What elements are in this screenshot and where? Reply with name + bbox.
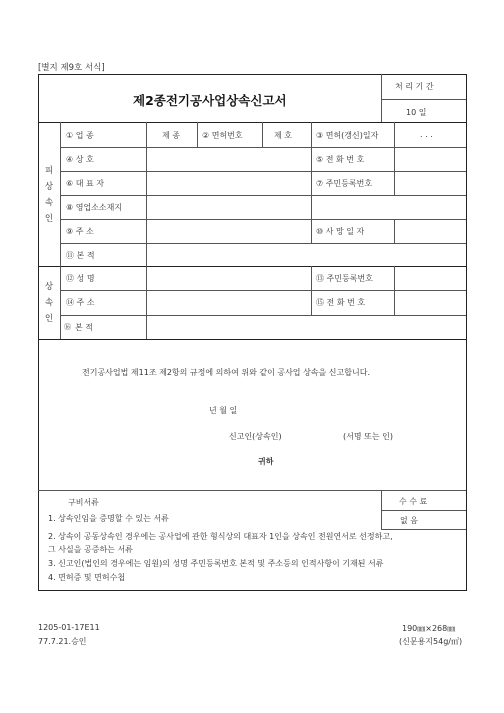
license-no-label: ② 면허번호 bbox=[202, 131, 243, 140]
heir-domicile-mark: ⑯ bbox=[64, 323, 71, 331]
representative-label: ⑥ 대 표 자 bbox=[66, 179, 104, 188]
side-char: 속 bbox=[44, 298, 54, 308]
document-item: 3. 신고인(법인의 경우에는 임원)의 성명 주민등록번호 본적 및 주소등의 인적사항이 기재된 서류 bbox=[48, 559, 384, 568]
document-item: 그 사실을 공증하는 서류 bbox=[48, 545, 133, 554]
documents-top-line bbox=[38, 490, 466, 491]
document-item: 4. 면허증 및 면허수첩 bbox=[48, 573, 126, 582]
document-item: 2. 상속이 공동상속인 경우에는 공사업에 관한 형식상의 대표자 1인을 상속인 전원연서로 선정하고, bbox=[48, 532, 393, 541]
company-name-label: ④ 상 호 bbox=[66, 155, 94, 164]
fee-value: 없 음 bbox=[400, 516, 418, 525]
cell-divider bbox=[311, 122, 312, 243]
document-item: 1. 상속인임을 증명할 수 있는 서류 bbox=[48, 514, 169, 523]
cell-divider bbox=[197, 122, 198, 147]
paper-size: 190㎜×268㎜ bbox=[402, 624, 456, 633]
side-char: 상 bbox=[44, 282, 54, 292]
heir-side-label bbox=[43, 281, 55, 325]
fee-bottom-line bbox=[381, 529, 466, 530]
border-left bbox=[38, 74, 39, 590]
form-code: 1205-01-17E11 bbox=[38, 623, 100, 632]
fee-mid-line bbox=[381, 510, 466, 511]
processing-mid-line bbox=[381, 99, 466, 100]
heir-resident-no-label: ⑬ 주민등록번호 bbox=[316, 274, 373, 283]
section-bottom-line bbox=[38, 339, 466, 340]
declaration-statement: 전기공사업법 제11조 제2항의 규정에 의하여 위와 같이 공사업 상속을 신고합니다. bbox=[82, 368, 370, 377]
border-bottom bbox=[38, 590, 466, 591]
side-char: 인 bbox=[44, 314, 54, 324]
decedent-resident-no-label: ⑦ 주민등록번호 bbox=[316, 179, 373, 188]
cell-divider bbox=[394, 122, 395, 195]
heir-domicile-label: 본 적 bbox=[75, 323, 93, 332]
label-column-divider bbox=[146, 122, 147, 339]
row-line bbox=[60, 315, 466, 316]
heir-phone-label: ⑮ 전 화 번 호 bbox=[316, 298, 366, 307]
side-char: 속 bbox=[44, 198, 54, 208]
business-type-label: ① 업 종 bbox=[66, 131, 94, 140]
cell-divider bbox=[262, 122, 263, 147]
processing-value: 10 일 bbox=[406, 108, 427, 117]
cell-divider bbox=[394, 266, 395, 315]
death-date-label: ⑩ 사 망 일 자 bbox=[316, 227, 365, 236]
heir-address-label: ⑭ 주 소 bbox=[66, 298, 95, 307]
form-tag: [별지 제9호 서식] bbox=[38, 63, 105, 73]
row-line bbox=[60, 219, 466, 220]
applicant-label: 신고인(상속인) bbox=[229, 432, 282, 441]
license-no-value: 제 호 bbox=[274, 131, 292, 140]
approval-date: 77.7.21.승인 bbox=[38, 637, 87, 646]
row-line bbox=[60, 147, 466, 148]
side-char: 인 bbox=[44, 214, 54, 224]
business-type-value: 제 종 bbox=[162, 131, 180, 140]
decedent-address-label: ⑨ 주 소 bbox=[66, 227, 94, 236]
decedent-side-label bbox=[43, 165, 55, 225]
side-column-divider bbox=[60, 122, 61, 339]
form-title: 제2종전기공사업상속신고서 bbox=[133, 93, 287, 108]
section-divider bbox=[38, 266, 466, 267]
decedent-domicile-label: ⑪ 본 적 bbox=[66, 251, 95, 260]
row-line bbox=[60, 290, 466, 291]
side-char: 상 bbox=[44, 182, 54, 192]
documents-header: 구비서류 bbox=[68, 498, 99, 507]
license-date-value: . . . bbox=[420, 130, 433, 139]
signature-label: (서명 또는 인) bbox=[343, 432, 393, 441]
cell-divider bbox=[311, 266, 312, 315]
row-line bbox=[60, 195, 466, 196]
heir-name-label: ⑫ 성 명 bbox=[66, 274, 95, 283]
border-right bbox=[466, 74, 467, 591]
side-char: 피 bbox=[44, 166, 54, 176]
paper-type: (신문용지54g/㎡) bbox=[399, 637, 463, 646]
license-date-label: ③ 면허(갱신)일자 bbox=[316, 131, 379, 140]
decedent-phone-label: ⑤ 전 화 번 호 bbox=[316, 155, 365, 164]
processing-divider bbox=[381, 74, 382, 122]
addressee-label: 귀하 bbox=[258, 457, 274, 466]
row-line bbox=[60, 243, 466, 244]
border-top bbox=[38, 74, 466, 75]
office-location-label: ⑧ 영업소소재지 bbox=[66, 203, 123, 212]
section-top-line bbox=[38, 122, 466, 123]
row-line bbox=[60, 171, 466, 172]
cell-divider bbox=[394, 219, 395, 243]
fee-label: 수 수 료 bbox=[399, 497, 428, 506]
declaration-date: 년 월 일 bbox=[209, 406, 238, 415]
processing-label: 처 리 기 간 bbox=[395, 82, 434, 91]
